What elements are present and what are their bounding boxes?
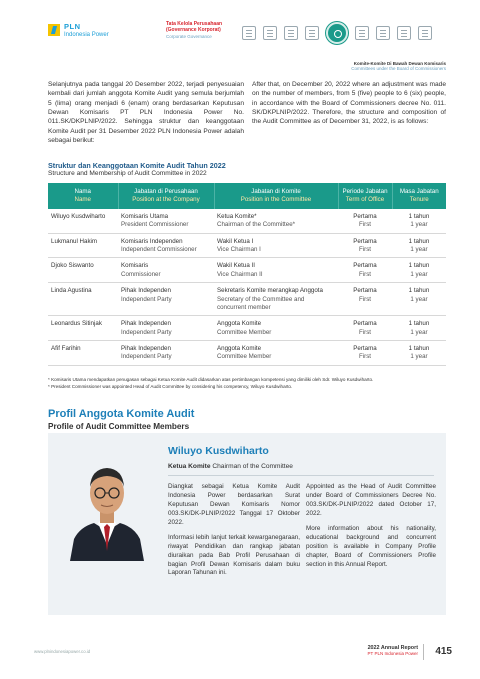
chapter-title (166, 22, 222, 39)
chapter-nav-icon[interactable] (376, 26, 390, 40)
term-of-office: Pertama First (338, 316, 392, 341)
table-heading-id: Struktur dan Keanggotaan Komite Audit Tahun 2022 (48, 161, 226, 170)
footer-divider (423, 644, 424, 660)
intro-paragraph-id: Selanjutnya pada tanggal 20 Desember 2022, terjadi penyesuaian kembali dari jumlah anggota Komite Audit yang semula berjumlah 5 (lima) orang menjadi 6 (enam) orang berdasarkan Keputusan Dewan Komisaris PT PLN Indonesia Power No. 011.SK/DKPLNIP/2022. Sehingga struktur dan keanggotaan Komite Audit per 31 Desember 2022 PLN Indonesia Power adalah sebagai berikut: (48, 81, 244, 145)
footnote-id: * Komisaris Utama mendapatkan penugasan sebagai Ketua Komite Audit didasarkan atas pertimbangan kompetensi yang dimiliki oleh Sdr. Wiluyo Kusdwiharto. (48, 377, 374, 382)
company-position: Komisaris Independen Independent Commissioner (118, 233, 214, 258)
chapter-nav-icon[interactable] (418, 26, 432, 40)
company-position: Komisaris Utama President Commissioner (118, 209, 214, 233)
column-header: Jabatan di Perusahaan Position at the Company (118, 183, 214, 209)
committee-position: Wakil Ketua I Vice Chairman I (214, 233, 338, 258)
section-title (351, 61, 446, 72)
chapter-nav-icon[interactable] (397, 26, 411, 40)
table-footnotes (48, 377, 373, 391)
chapter-title-line1: Tata Kelola Perusahaan (166, 21, 223, 27)
profile-heading-id: Profil Anggota Komite Audit (48, 408, 195, 420)
member-name: Afif Farihin (48, 340, 118, 365)
column-header: Nama Name (48, 183, 118, 209)
committee-position: Anggota Komite Committee Member (214, 316, 338, 341)
chapter-nav-icon[interactable] (355, 26, 369, 40)
table-row (48, 258, 446, 283)
chapter-nav-icon[interactable] (242, 26, 256, 40)
table-row (48, 283, 446, 316)
profile-heading-en: Profile of Audit Committee Members (48, 422, 190, 432)
committee-position: Ketua Komite* Chairman of the Committee* (214, 209, 338, 233)
bio-paragraph: Appointed as the Head of Audit Committee under Board of Commissioners Decree No. 003.SK/DK-PLNIP/2022 dated October 17, 2022. (306, 483, 436, 517)
committee-position: Wakil Ketua II Vice Chairman II (214, 258, 338, 283)
table-row (48, 340, 446, 365)
report-subtitle: PT PLN Indonesia Power (367, 651, 418, 657)
section-title-id: Komite-Komite Di Bawah Dewan Komisaris (353, 61, 446, 66)
company-position: Pihak Independen Independent Party (118, 340, 214, 365)
bio-paragraph: Informasi lebih lanjut terkait kewarganegaraan, riwayat Pendidikan dan rangkap jabatan diuraikan pada Bab Profil Perusahaan di bagian Profil Dewan Komisaris dalam buku Laporan Tahunan ini. (168, 533, 300, 577)
table-row (48, 233, 446, 258)
tenure: 1 tahun 1 year (392, 233, 446, 258)
logo-subname: Indonesia Power (64, 31, 109, 38)
member-role: Ketua Komite Chairman of the Committee (168, 463, 293, 470)
member-name: Djoko Siswanto (48, 258, 118, 283)
governance-chapter-icon[interactable] (326, 22, 348, 44)
audit-committee-table (48, 183, 446, 366)
page-number: 415 (435, 646, 452, 657)
member-profile-card (48, 433, 446, 615)
table-header-row (48, 183, 446, 209)
member-bio-en (306, 483, 436, 575)
member-name: Linda Agustina (48, 283, 118, 316)
table-heading-en: Structure and Membership of Audit Committee in 2022 (48, 170, 207, 177)
bio-paragraph: Diangkat sebagai Ketua Komite Audit Indonesia Power berdasarkan Surat Keputusan Dewan Komisaris Nomor 003.SK/DK-PLNIP/2022 Tanggal 17 Oktober 2022. (168, 483, 300, 526)
pln-logo-icon (48, 24, 60, 36)
committee-position: Sekretaris Komite merangkap Anggota Secretary of the Committee and concurrent member (214, 283, 338, 316)
tenure: 1 tahun 1 year (392, 283, 446, 316)
chapter-nav-icon[interactable] (263, 26, 277, 40)
company-position: Pihak Independen Independent Party (118, 283, 214, 316)
table-row (48, 316, 446, 341)
table-heading (48, 161, 226, 178)
section-title-en: Committees under the Board of Commissioners (351, 66, 446, 72)
logo-name: PLN (64, 22, 81, 31)
chapter-title-line2: (Governance Korporat) (166, 26, 221, 33)
member-portrait (64, 455, 150, 561)
table-row (48, 209, 446, 233)
term-of-office: Pertama First (338, 258, 392, 283)
chapter-title-en: Corporate Governance (166, 33, 212, 39)
column-header: Masa Jabatan Tenure (392, 183, 446, 209)
company-logo (48, 23, 109, 38)
term-of-office: Pertama First (338, 209, 392, 233)
chapter-nav-icon[interactable] (305, 26, 319, 40)
profile-heading (48, 408, 194, 432)
report-title: 2022 Annual Report (367, 645, 418, 651)
member-bio-id (168, 483, 300, 584)
column-header: Jabatan di Komite Position in the Committee (214, 183, 338, 209)
tenure: 1 tahun 1 year (392, 258, 446, 283)
committee-position: Anggota Komite Committee Member (214, 340, 338, 365)
term-of-office: Pertama First (338, 340, 392, 365)
divider (168, 475, 434, 476)
tenure: 1 tahun 1 year (392, 316, 446, 341)
company-position: Komisaris Commissioner (118, 258, 214, 283)
term-of-office: Pertama First (338, 233, 392, 258)
footnote-en: * President Commissioner was appointed Head of Audit Committee by considering his competency, Wiluyo Kusdwiharto. (48, 383, 293, 389)
column-header: Periode Jabatan Term of Office (338, 183, 392, 209)
term-of-office: Pertama First (338, 283, 392, 316)
chapter-nav-icon[interactable] (284, 26, 298, 40)
tenure: 1 tahun 1 year (392, 209, 446, 233)
member-name: Leonardus Sitinjak (48, 316, 118, 341)
member-name: Wiluyo Kusdwiharto (48, 209, 118, 233)
bio-paragraph: More information about his nationality, educational background and concurrent position is available in Company Profile chapter, Board of Commissioners Profile section in this Annual Report. (306, 524, 436, 568)
tenure: 1 tahun 1 year (392, 340, 446, 365)
member-name: Wiluyo Kusdwiharto (168, 445, 269, 457)
member-name: Lukmanul Hakim (48, 233, 118, 258)
company-position: Pihak Independen Independent Party (118, 316, 214, 341)
intro-paragraph-en: After that, on December 20, 2022 where an adjustment was made on the number of members, from 5 (five) people to 6 (six) people, in accordance with the Board of Commissioners decree No. 011. SK/DKPLNIP/2022. Therefore, the structure and composition of the Audit Committee as of December 31, 2022, is as follows: (252, 81, 446, 126)
website-link[interactable]: www.plnindonesiapower.co.id (34, 649, 91, 654)
report-label (368, 645, 418, 657)
chapter-nav (242, 22, 432, 44)
